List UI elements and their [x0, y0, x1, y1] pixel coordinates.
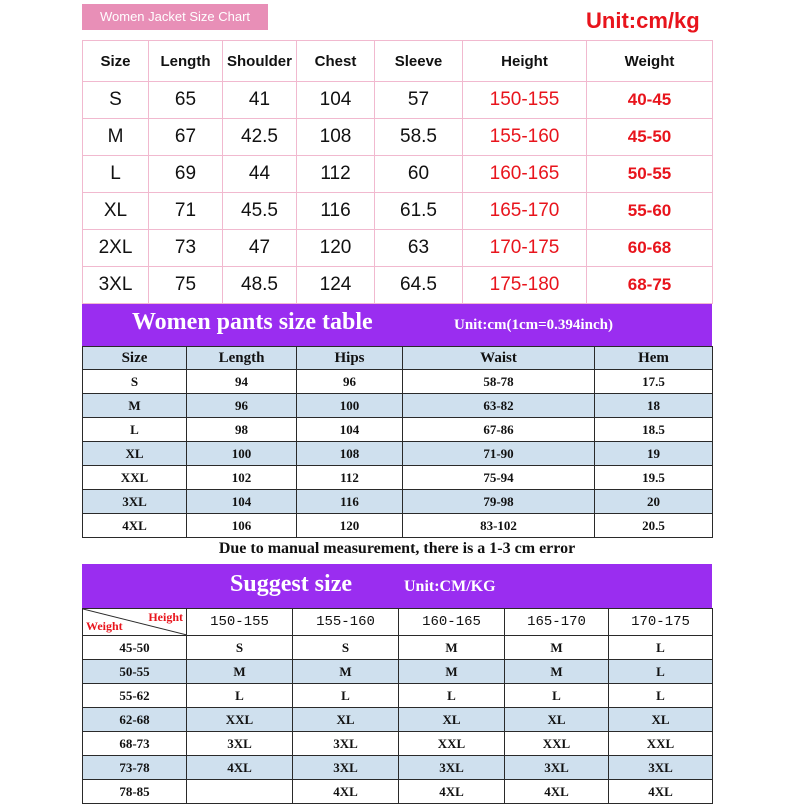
table-cell: 96 [297, 370, 403, 394]
table-cell: 108 [297, 442, 403, 466]
table-cell: 116 [297, 490, 403, 514]
table-cell: 4XL [399, 780, 505, 804]
table-cell: 106 [187, 514, 297, 538]
jacket-header-length: Length [149, 41, 223, 82]
table-cell: 55-62 [83, 684, 187, 708]
table-cell: 94 [187, 370, 297, 394]
table-cell: L [505, 684, 609, 708]
table-cell: 83-102 [403, 514, 595, 538]
suggest-header-height-2: 155-160 [293, 609, 399, 636]
table-cell: 57 [375, 82, 463, 119]
corner-weight-label: Weight [86, 619, 123, 633]
table-cell: XL [83, 193, 149, 230]
suggest-header-height-3: 160-165 [399, 609, 505, 636]
table-cell: 17.5 [595, 370, 713, 394]
jacket-size-table [82, 40, 713, 304]
suggest-row [83, 684, 713, 708]
table-cell: 98 [187, 418, 297, 442]
pants-row [83, 490, 713, 514]
pants-header-row [83, 347, 713, 370]
table-cell: XL [505, 708, 609, 732]
table-cell: 96 [187, 394, 297, 418]
table-cell: 4XL [609, 780, 713, 804]
table-cell: L [399, 684, 505, 708]
table-cell: 108 [297, 119, 375, 156]
table-cell: M [83, 394, 187, 418]
table-cell: 3XL [293, 756, 399, 780]
jacket-header-row [83, 41, 713, 82]
table-cell: 175-180 [463, 267, 587, 304]
table-cell: 104 [297, 418, 403, 442]
table-cell: 68-75 [587, 267, 713, 304]
table-cell: 48.5 [223, 267, 297, 304]
table-cell: 75 [149, 267, 223, 304]
table-cell: 104 [187, 490, 297, 514]
pants-header-hips: Hips [297, 347, 403, 370]
suggest-row [83, 660, 713, 684]
table-cell: XL [609, 708, 713, 732]
measurement-error-note: Due to manual measurement, there is a 1-3 cm error [218, 540, 576, 557]
table-cell: 3XL [187, 732, 293, 756]
pants-row [83, 514, 713, 538]
suggest-unit-label: Unit:CM/KG [404, 578, 496, 595]
pants-header-waist: Waist [403, 347, 595, 370]
suggest-corner-cell [83, 609, 187, 636]
pants-title: Women pants size table [132, 309, 373, 335]
table-cell: 19 [595, 442, 713, 466]
table-cell: S [83, 370, 187, 394]
table-cell: 44 [223, 156, 297, 193]
table-cell: 67-86 [403, 418, 595, 442]
table-cell: 165-170 [463, 193, 587, 230]
table-cell: 170-175 [463, 230, 587, 267]
jacket-unit-label: Unit:cm/kg [586, 8, 700, 33]
table-cell: M [505, 660, 609, 684]
jacket-header-height: Height [463, 41, 587, 82]
table-cell: XXL [399, 732, 505, 756]
table-cell: 120 [297, 230, 375, 267]
table-cell: 18.5 [595, 418, 713, 442]
table-cell: L [83, 418, 187, 442]
table-cell: L [187, 684, 293, 708]
table-cell: 42.5 [223, 119, 297, 156]
pants-header-length: Length [187, 347, 297, 370]
table-cell: L [609, 660, 713, 684]
table-cell: 112 [297, 156, 375, 193]
table-cell: 68-73 [83, 732, 187, 756]
suggest-row [83, 756, 713, 780]
table-cell: 60-68 [587, 230, 713, 267]
table-cell: 73 [149, 230, 223, 267]
pants-header-hem: Hem [595, 347, 713, 370]
table-cell: 60 [375, 156, 463, 193]
table-cell: XXL [505, 732, 609, 756]
jacket-row [83, 119, 713, 156]
table-cell: 79-98 [403, 490, 595, 514]
table-cell: 45.5 [223, 193, 297, 230]
table-cell: 2XL [83, 230, 149, 267]
pants-row [83, 466, 713, 490]
pants-row [83, 442, 713, 466]
pants-title-bar [82, 304, 712, 346]
pants-unit-label: Unit:cm(1cm=0.394inch) [454, 317, 613, 333]
table-cell: 4XL [293, 780, 399, 804]
table-cell: 64.5 [375, 267, 463, 304]
table-cell: 71 [149, 193, 223, 230]
table-cell: 4XL [83, 514, 187, 538]
jacket-header-size: Size [83, 41, 149, 82]
jacket-row [83, 267, 713, 304]
table-cell: 41 [223, 82, 297, 119]
suggest-header-height-4: 165-170 [505, 609, 609, 636]
table-cell: XL [83, 442, 187, 466]
suggest-title-bar [82, 564, 712, 608]
jacket-header-shoulder: Shoulder [223, 41, 297, 82]
table-cell: XXL [83, 466, 187, 490]
jacket-row [83, 230, 713, 267]
suggest-title: Suggest size [230, 571, 352, 597]
table-cell: 100 [297, 394, 403, 418]
pants-size-table [82, 346, 713, 538]
table-cell: L [609, 636, 713, 660]
table-cell: 3XL [399, 756, 505, 780]
table-cell: 102 [187, 466, 297, 490]
table-cell: 40-45 [587, 82, 713, 119]
suggest-header-height-1: 150-155 [187, 609, 293, 636]
table-cell: 3XL [83, 267, 149, 304]
table-cell: 4XL [187, 756, 293, 780]
table-cell: 50-55 [83, 660, 187, 684]
jacket-row [83, 193, 713, 230]
table-cell: 18 [595, 394, 713, 418]
suggest-row [83, 708, 713, 732]
table-cell: 63-82 [403, 394, 595, 418]
table-cell: 20.5 [595, 514, 713, 538]
table-cell: 71-90 [403, 442, 595, 466]
jacket-header-sleeve: Sleeve [375, 41, 463, 82]
table-cell: M [399, 636, 505, 660]
table-cell: 65 [149, 82, 223, 119]
table-cell: 120 [297, 514, 403, 538]
table-cell: 3XL [505, 756, 609, 780]
table-cell: 150-155 [463, 82, 587, 119]
suggest-size-table [82, 608, 713, 804]
table-cell: M [83, 119, 149, 156]
table-cell: 50-55 [587, 156, 713, 193]
table-cell: 45-50 [83, 636, 187, 660]
table-cell: L [83, 156, 149, 193]
table-cell: 75-94 [403, 466, 595, 490]
suggest-header-row [83, 609, 713, 636]
table-cell: 63 [375, 230, 463, 267]
table-cell: 69 [149, 156, 223, 193]
jacket-header-weight: Weight [587, 41, 713, 82]
table-cell: M [293, 660, 399, 684]
jacket-header-chest: Chest [297, 41, 375, 82]
table-cell: 160-165 [463, 156, 587, 193]
suggest-row [83, 732, 713, 756]
table-cell: L [609, 684, 713, 708]
table-cell: 45-50 [587, 119, 713, 156]
jacket-chart-title: Women Jacket Size Chart [82, 4, 268, 30]
table-cell: 47 [223, 230, 297, 267]
table-cell: 4XL [505, 780, 609, 804]
table-cell: 58-78 [403, 370, 595, 394]
table-cell: 100 [187, 442, 297, 466]
table-cell: 20 [595, 490, 713, 514]
table-cell: 62-68 [83, 708, 187, 732]
table-cell: 67 [149, 119, 223, 156]
pants-row [83, 370, 713, 394]
jacket-row [83, 82, 713, 119]
pants-row [83, 394, 713, 418]
table-cell: 58.5 [375, 119, 463, 156]
table-cell: XL [399, 708, 505, 732]
suggest-header-height-5: 170-175 [609, 609, 713, 636]
table-cell: L [293, 684, 399, 708]
table-cell: 78-85 [83, 780, 187, 804]
table-cell: 61.5 [375, 193, 463, 230]
table-cell: M [399, 660, 505, 684]
suggest-row [83, 636, 713, 660]
table-cell: 155-160 [463, 119, 587, 156]
table-cell: 3XL [83, 490, 187, 514]
table-cell: 124 [297, 267, 375, 304]
table-cell: M [505, 636, 609, 660]
table-cell: M [187, 660, 293, 684]
jacket-row [83, 156, 713, 193]
table-cell: 3XL [293, 732, 399, 756]
pants-header-size: Size [83, 347, 187, 370]
table-cell: 112 [297, 466, 403, 490]
table-cell: XXL [187, 708, 293, 732]
pants-row [83, 418, 713, 442]
table-cell: 116 [297, 193, 375, 230]
table-cell: 73-78 [83, 756, 187, 780]
table-cell: 104 [297, 82, 375, 119]
table-cell: XL [293, 708, 399, 732]
table-cell: 3XL [609, 756, 713, 780]
table-cell: S [293, 636, 399, 660]
corner-height-label: Height [148, 610, 183, 624]
table-cell: 19.5 [595, 466, 713, 490]
table-cell: XXL [609, 732, 713, 756]
table-cell: S [187, 636, 293, 660]
table-cell: 55-60 [587, 193, 713, 230]
table-cell: S [83, 82, 149, 119]
